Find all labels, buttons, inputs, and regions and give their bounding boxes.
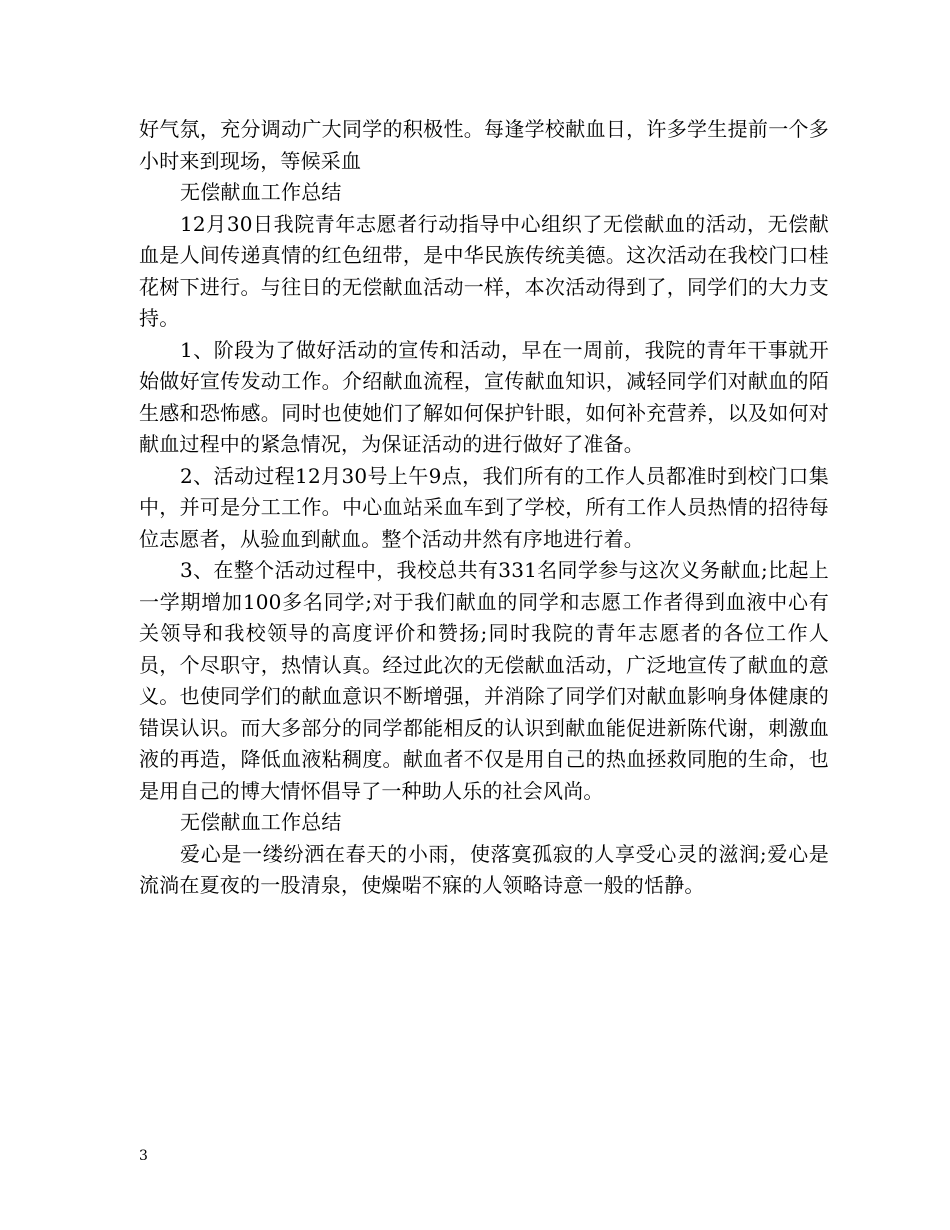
- section-heading: 无偿献血工作总结: [180, 180, 342, 204]
- paragraph-event-overview: 12月30日我院青年志愿者行动指导中心组织了无偿献血的活动，无偿献血是人间传递真情的红色纽带，是中华民族传统美德。这次活动在我校门口桂花树下进行。与往日的无偿献血活动一样，本次活动得到了，同学们的大力支持。: [139, 211, 829, 330]
- paragraph-stage-one: 1、阶段为了做好活动的宣传和活动，早在一周前，我院的青年干事就开始做好宣传发动工作。介绍献血流程，宣传献血知识，减轻同学们对献血的陌生感和恐怖感。同时也使她们了解如何保护针眼，如何补充营养，以及如何对献血过程中的紧急情况，为保证活动的进行做好了准备。: [139, 337, 829, 456]
- paragraph-love-metaphor: 爱心是一缕纷洒在春天的小雨，使落寞孤寂的人享受心灵的滋润;爱心是流淌在夏夜的一股清泉，使燥啱不寐的人领略诗意一般的恬静。: [139, 841, 829, 897]
- section-heading-repeat: 无偿献血工作总结: [180, 810, 342, 834]
- paragraph-intro-continuation: 好气氛，充分调动广大同学的积极性。每逢学校献血日，许多学生提前一个多小时来到现场，等候采血: [139, 117, 829, 173]
- document-body: [139, 114, 829, 902]
- paragraph-stage-three: 3、在整个活动过程中，我校总共有331名同学参与这次义务献血;比起上一学期增加100多名同学;对于我们献血的同学和志愿工作者得到血液中心有关领导和我校领导的高度评价和赞扬;同时我院的青年志愿者的各位工作人员，个尽职守，热情认真。经过此次的无偿献血活动，广泛地宣传了献血的意义。也使同学们的献血意识不断增强，并消除了同学们对献血影响身体健康的错误认识。而大多部分的同学都能相反的认识到献血能促进新陈代谢，刺激血液的再造，降低血液粘稠度。献血者不仅是用自己的热血拯救同胞的生命，也是用自己的博大情怀倡导了一种助人乐的社会风尚。: [139, 558, 829, 803]
- paragraph-stage-two: 2、活动过程12月30号上午9点，我们所有的工作人员都准时到校门口集中，并可是分工工作。中心血站采血车到了学校，所有工作人员热情的招待每位志愿者，从验血到献血。整个活动井然有序地进行着。: [139, 463, 829, 551]
- page-number: 3: [139, 1148, 148, 1164]
